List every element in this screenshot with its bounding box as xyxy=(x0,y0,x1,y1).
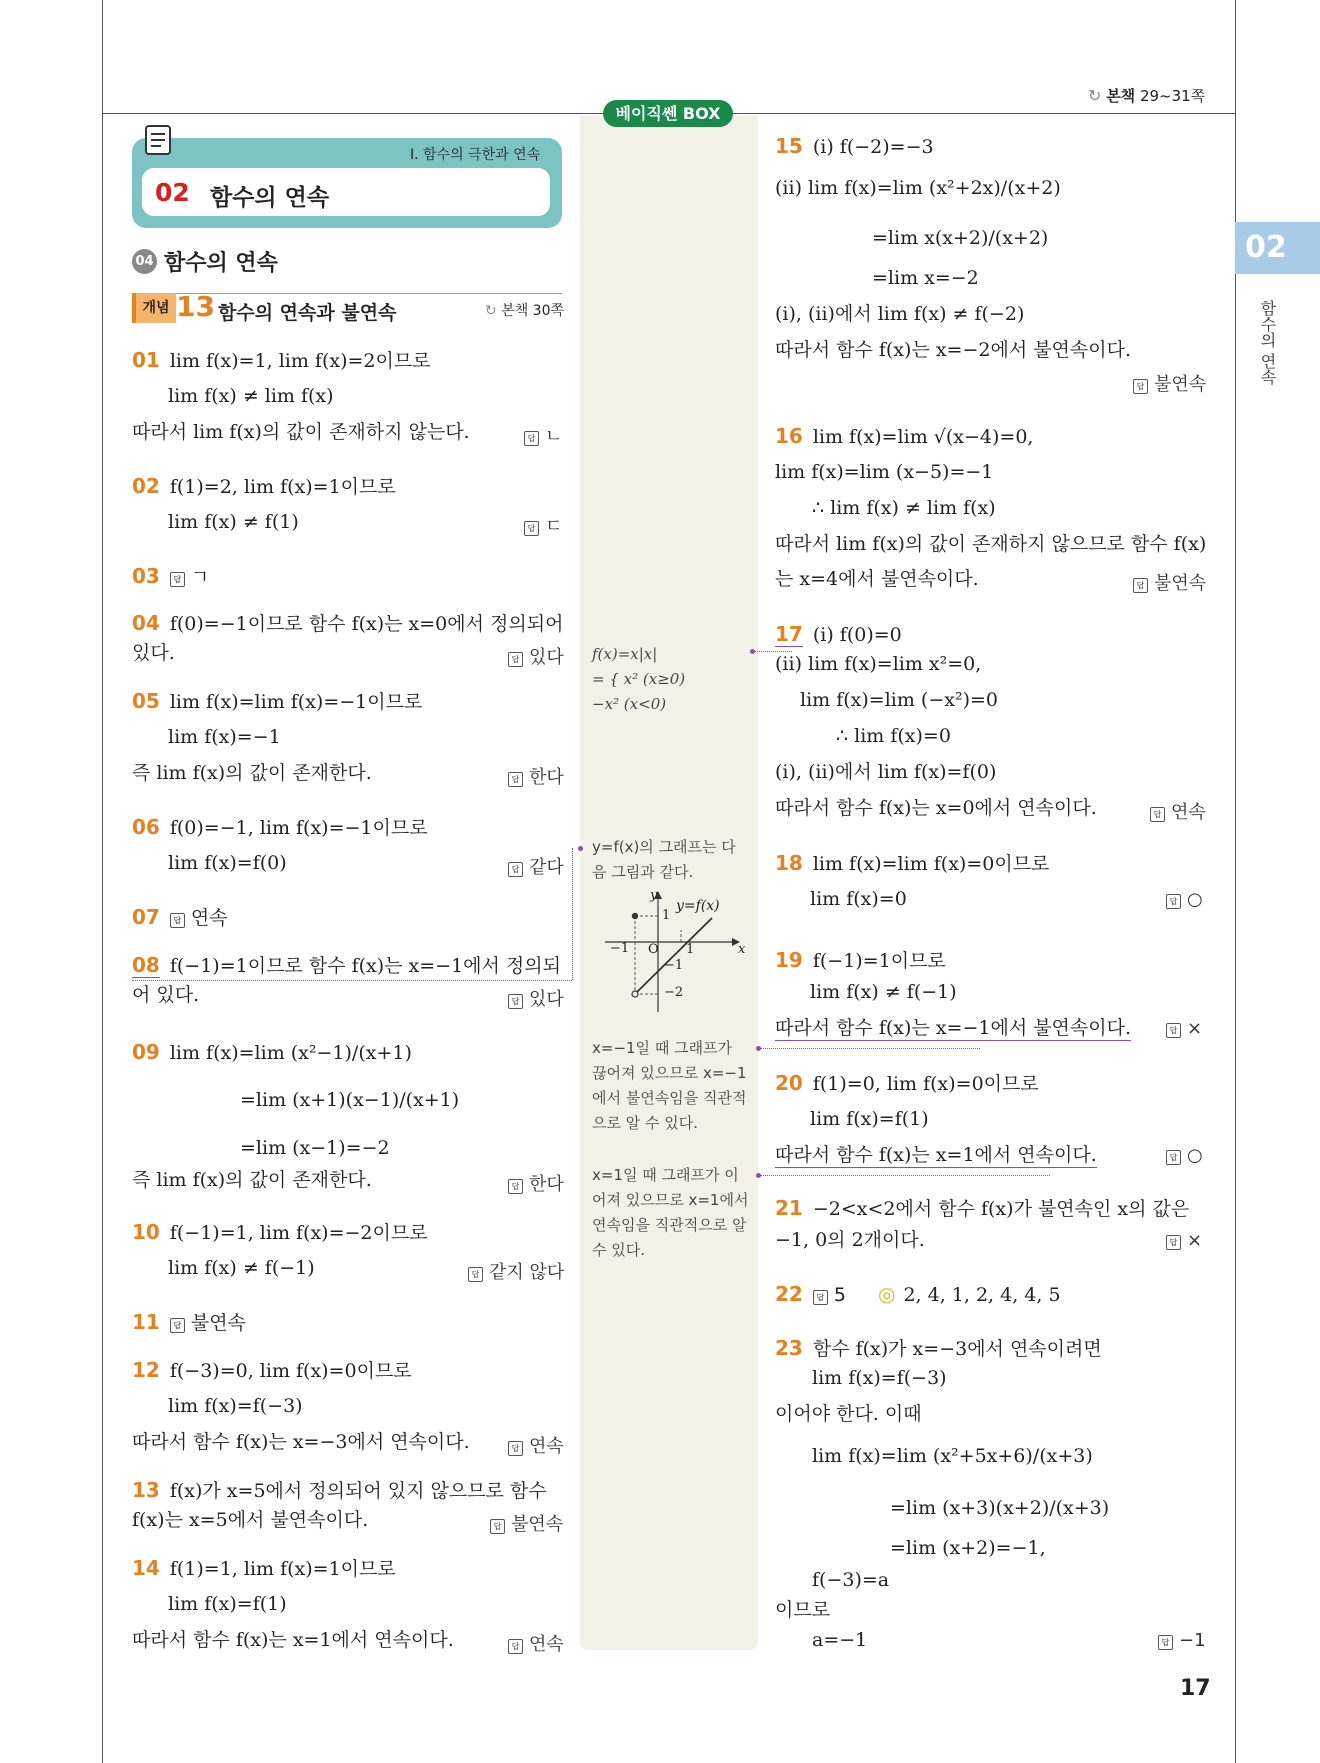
problem-01-line: 따라서 lim f(x)의 값이 존재하지 않는다. xyxy=(132,421,470,443)
chapter-title: 함수의 연속 xyxy=(210,185,330,211)
problem-11: 11 답 불연속 xyxy=(132,1310,246,1334)
problem-02: 02 f(1)=2, lim f(x)=1이므로 xyxy=(132,474,396,498)
answer-09: 답 한다 xyxy=(508,1170,564,1196)
note-fx-definition: f(x)=x|x| = { x² (x≥0) −x² (x<0) xyxy=(592,645,686,713)
problem-15-line: (i), (ii)에서 lim f(x) ≠ f(−2) xyxy=(775,303,1025,325)
page-number: 17 xyxy=(1180,1676,1211,1701)
chapter-number: 02 xyxy=(155,178,190,207)
problem-23-line: a=−1 xyxy=(812,1629,868,1651)
answer-21: 답 × xyxy=(1166,1230,1202,1251)
problem-18-line: lim f(x)=0 xyxy=(810,888,907,910)
note-graph-intro: y=f(x)의 그래프는 다 음 그림과 같다. xyxy=(592,838,736,881)
problem-12-line: lim f(x)=f(−3) xyxy=(168,1395,303,1417)
problem-16-line: 는 x=4에서 불연속이다. xyxy=(775,568,979,590)
problem-20-line: 따라서 함수 f(x)는 x=1에서 연속이다. xyxy=(775,1144,1097,1166)
problem-17: 17 (i) f(0)=0 xyxy=(775,622,902,646)
problem-01: 01 lim f(x)=1, lim f(x)=2이므로 xyxy=(132,348,431,372)
answer-18: 답 ○ xyxy=(1166,889,1203,910)
problem-17-line: lim f(x)=lim (−x²)=0 xyxy=(800,689,998,711)
answer-16: 답 불연속 xyxy=(1133,569,1206,595)
problem-12: 12 f(−3)=0, lim f(x)=0이므로 xyxy=(132,1358,412,1382)
answer-14: 답 연속 xyxy=(508,1630,564,1656)
problem-16-line: lim f(x)=lim (x−5)=−1 xyxy=(775,461,994,483)
problem-22: 22 답 5 ◎ 2, 4, 1, 2, 4, 4, 5 xyxy=(775,1282,1061,1306)
problem-23-line: lim f(x)=f(−3) xyxy=(812,1367,947,1389)
function-graph: y y=f(x) 1 x −1 O 1 −1 −2 xyxy=(610,888,746,1000)
note-continuous: x=1일 때 그래프가 이 어져 있으므로 x=1에서 연속임을 직관적으로 알 수 있다. xyxy=(592,1166,749,1259)
problem-04: 04 f(0)=−1이므로 함수 f(x)는 x=0에서 정의되어 xyxy=(132,611,564,635)
answer-05: 답 한다 xyxy=(508,763,564,789)
problem-17-line: (i), (ii)에서 lim f(x)=f(0) xyxy=(775,761,997,783)
connector-08-vertical xyxy=(572,848,574,980)
problem-01-line: lim f(x) ≠ lim f(x) xyxy=(168,385,334,407)
problem-09: 09 lim f(x)=lim (x²−1)/(x+1) xyxy=(132,1040,412,1064)
left-margin-line xyxy=(102,0,103,1763)
problem-20-line: lim f(x)=f(1) xyxy=(810,1108,929,1130)
chapter-part: Ⅰ. 함수의 극한과 연속 xyxy=(410,147,541,163)
basic-box-label: 베이직쎈 BOX xyxy=(603,100,733,127)
problem-23: 23 함수 f(x)가 x=−3에서 연속이려면 xyxy=(775,1336,1102,1360)
answer-12: 답 연속 xyxy=(508,1432,564,1458)
problem-15-line: 따라서 함수 f(x)는 x=−2에서 불연속이다. xyxy=(775,339,1132,361)
problem-14-line: lim f(x)=f(1) xyxy=(168,1593,287,1615)
problem-09-line: =lim (x+1)(x−1)/(x+1) xyxy=(240,1089,460,1111)
problem-15-line: =lim x=−2 xyxy=(872,267,979,289)
connector-dot xyxy=(578,846,583,851)
problem-19: 19 f(−1)=1이므로 xyxy=(775,948,946,972)
answer-06: 답 같다 xyxy=(508,853,564,879)
problem-19-line: 따라서 함수 f(x)는 x=−1에서 불연속이다. xyxy=(775,1017,1132,1039)
problem-09-line: =lim (x−1)=−2 xyxy=(240,1137,390,1159)
problem-09-line: 즉 lim f(x)의 값이 존재한다. xyxy=(132,1169,372,1191)
refresh-icon: ↻ xyxy=(1088,86,1102,105)
problem-13: 13 f(x)가 x=5에서 정의되어 있지 않으므로 함수 xyxy=(132,1478,547,1502)
chapter-tab: 02 xyxy=(1235,222,1320,274)
connector-08 xyxy=(132,980,572,981)
problem-15-line: (ii) lim f(x)=lim (x²+2x)/(x+2) xyxy=(775,177,1061,199)
problem-12-line: 따라서 함수 f(x)는 x=−3에서 연속이다. xyxy=(132,1431,470,1453)
problem-17-line: (ii) lim f(x)=lim x²=0, xyxy=(775,653,982,675)
problem-23-line: 이어야 한다. 이때 xyxy=(775,1403,922,1425)
connector-20 xyxy=(760,1175,1050,1176)
answer-15: 답 불연속 xyxy=(1133,370,1206,396)
problem-04-line: 있다. xyxy=(132,642,175,664)
problem-23-line: f(−3)=a xyxy=(812,1569,890,1591)
answer-20: 답 ○ xyxy=(1166,1145,1203,1166)
problem-07: 07 답 연속 xyxy=(132,905,228,929)
concept-number: 13 xyxy=(176,290,215,323)
concept-title: 함수의 연속과 불연속 xyxy=(218,302,397,324)
answer-19: 답 × xyxy=(1166,1018,1202,1039)
problem-13-line: f(x)는 x=5에서 불연속이다. xyxy=(132,1509,369,1531)
problem-15-line: =lim x(x+2)/(x+2) xyxy=(872,227,1049,249)
answer-10: 답 같지 않다 xyxy=(468,1258,564,1284)
problem-16-line: ∴ lim f(x) ≠ lim f(x) xyxy=(812,497,996,519)
concept-ref: ↻ 본책 30쪽 xyxy=(485,303,565,319)
problem-08: 08 f(−1)=1이므로 함수 f(x)는 x=−1에서 정의되 xyxy=(132,953,561,977)
problem-06-line: lim f(x)=f(0) xyxy=(168,852,287,874)
target-icon: ◎ xyxy=(877,1282,896,1306)
problem-23-line: =lim (x+2)=−1, xyxy=(890,1537,1046,1559)
chapter-tab-text: 함수의 연속 xyxy=(1258,300,1277,386)
section-badge: 04 xyxy=(132,249,157,274)
problem-21: 21 −2<x<2에서 함수 f(x)가 불연속인 x의 값은 xyxy=(775,1196,1190,1220)
problem-14-line: 따라서 함수 f(x)는 x=1에서 연속이다. xyxy=(132,1629,454,1651)
scroll-icon xyxy=(142,122,176,158)
problem-05: 05 lim f(x)=lim f(x)=−1이므로 xyxy=(132,689,423,713)
problem-10-line: lim f(x) ≠ f(−1) xyxy=(168,1257,315,1279)
problem-03: 03 답 ㄱ xyxy=(132,564,210,588)
problem-17-line: ∴ lim f(x)=0 xyxy=(836,725,951,747)
answer-04: 답 있다 xyxy=(508,643,564,669)
connector-19 xyxy=(760,1048,980,1049)
concept-tag: 개념 xyxy=(132,293,176,323)
problem-05-line: 즉 lim f(x)의 값이 존재한다. xyxy=(132,762,372,784)
problem-14: 14 f(1)=1, lim f(x)=1이므로 xyxy=(132,1556,396,1580)
problem-18: 18 lim f(x)=lim f(x)=0이므로 xyxy=(775,851,1050,875)
header-ref: ↻ 본책 29~31쪽 xyxy=(1088,86,1206,105)
section-title: 함수의 연속 xyxy=(164,251,278,276)
problem-19-line: lim f(x) ≠ f(−1) xyxy=(810,981,957,1003)
answer-08: 답 있다 xyxy=(508,985,564,1011)
problem-17-line: 따라서 함수 f(x)는 x=0에서 연속이다. xyxy=(775,797,1097,819)
answer-13: 답 불연속 xyxy=(490,1510,563,1536)
problem-08-line: 어 있다. xyxy=(132,984,200,1006)
answer-01: 답 ㄴ xyxy=(524,422,562,448)
problem-02-line: lim f(x) ≠ f(1) xyxy=(168,511,299,533)
problem-20: 20 f(1)=0, lim f(x)=0이므로 xyxy=(775,1071,1039,1095)
problem-05-line: lim f(x)=−1 xyxy=(168,726,281,748)
problem-16-line: 따라서 lim f(x)의 값이 존재하지 않으므로 함수 f(x) xyxy=(775,533,1207,555)
problem-10: 10 f(−1)=1, lim f(x)=−2이므로 xyxy=(132,1220,428,1244)
note-discontinuous: x=−1일 때 그래프가 끊어져 있으므로 x=−1 에서 불연속임을 직관적 으로 알 수 있다. xyxy=(592,1039,747,1132)
problem-06: 06 f(0)=−1, lim f(x)=−1이므로 xyxy=(132,815,428,839)
problem-23-line: lim f(x)=lim (x²+5x+6)/(x+3) xyxy=(812,1445,1093,1467)
problem-23-line: =lim (x+3)(x+2)/(x+3) xyxy=(890,1497,1110,1519)
connector-dot xyxy=(750,649,755,654)
chapter-title-box xyxy=(142,168,550,216)
answer-23: 답 −1 xyxy=(1158,1630,1206,1651)
answer-02: 답 ㄷ xyxy=(524,512,562,538)
answer-17: 답 연속 xyxy=(1150,798,1206,824)
problem-16: 16 lim f(x)=lim √(x−4)=0, xyxy=(775,424,1034,448)
problem-23-line: 이므로 xyxy=(775,1599,831,1621)
problem-21-line: −1, 0의 2개이다. xyxy=(775,1229,925,1251)
problem-15: 15 (i) f(−2)=−3 xyxy=(775,134,934,158)
